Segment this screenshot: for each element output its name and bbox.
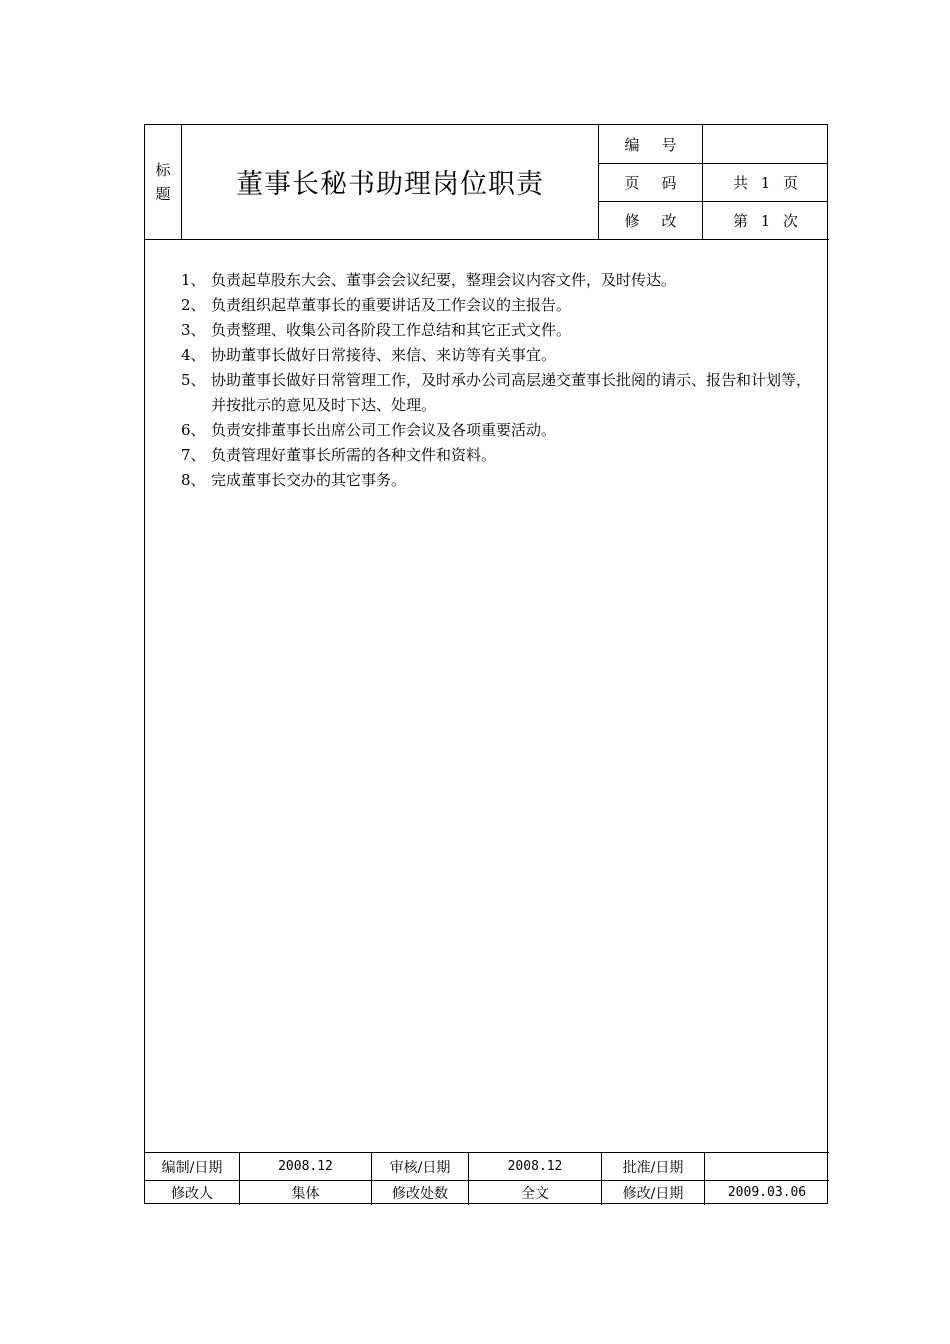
title-cell [182,125,599,239]
meta-value-number [703,125,828,163]
compiled-date: 2008.12 [240,1153,372,1180]
list-item [181,368,821,418]
job-description-form [144,124,828,1204]
list-item [181,293,821,318]
footer-row-approval [145,1153,829,1181]
meta-row-pages [599,163,828,202]
approved-date [705,1153,829,1180]
list-item [181,468,821,493]
item-number: 4、 [181,346,206,364]
revision-count-label: 修改处数 [372,1180,469,1205]
revision-date-label: 修改/日期 [602,1180,705,1205]
item-text: 负责起草股东大会、董事会会议纪要，整理会议内容文件，及时传达。 [211,271,677,289]
form-header [145,125,829,240]
meta-value-revision: 第 1 次 [732,211,799,230]
item-number: 8、 [181,471,206,489]
item-text: 负责安排董事长出席公司工作会议及各项重要活动。 [211,421,557,439]
item-text: 负责组织起草董事长的重要讲话及工作会议的主报告。 [211,296,572,314]
revision-count-value: 全文 [469,1180,602,1205]
item-number: 2、 [181,296,206,314]
item-text: 完成董事长交办的其它事务。 [211,471,407,489]
meta-key-number: 编号 [599,125,703,163]
title-label: 标题 [155,161,171,203]
meta-table [599,125,828,239]
revision-date-value: 2009.03.06 [727,1185,807,1200]
reviewed-label: 审核/日期 [372,1153,469,1180]
compiled-label: 编制/日期 [145,1153,240,1180]
approval-footer [145,1152,829,1205]
meta-row-revision [599,201,828,239]
reviewed-date: 2008.12 [469,1153,602,1180]
reviser-value: 集体 [240,1180,372,1205]
meta-key-revision: 修改 [599,201,703,239]
list-item [181,318,821,343]
item-text: 协助董事长做好日常管理工作，及时承办公司高层递交董事长批阅的请示、报告和计划等，并按批示的意见及时下达、处理。 [211,371,812,414]
title-label-cell [145,125,182,239]
item-text: 负责整理、收集公司各阶段工作总结和其它正式文件。 [211,321,572,339]
item-number: 3、 [181,321,206,339]
list-item [181,443,821,468]
document-title: 董事长秘书助理岗位职责 [236,168,544,200]
item-number: 7、 [181,446,206,464]
item-number: 6、 [181,421,206,439]
item-text: 负责管理好董事长所需的各种文件和资料。 [211,446,497,464]
footer-row-revision [145,1180,829,1205]
list-item [181,268,821,293]
meta-row-number [599,125,828,164]
item-text: 协助董事长做好日常接待、来信、来访等有关事宜。 [211,346,557,364]
duties-section [145,240,829,1152]
item-number: 5、 [181,371,206,389]
reviser-label: 修改人 [145,1180,240,1205]
duties-list [181,268,821,493]
list-item [181,343,821,368]
list-item [181,418,821,443]
meta-key-pages: 页码 [599,163,703,201]
approved-label: 批准/日期 [602,1153,705,1180]
meta-value-pages: 共 1 页 [732,173,799,192]
item-number: 1、 [181,271,206,289]
